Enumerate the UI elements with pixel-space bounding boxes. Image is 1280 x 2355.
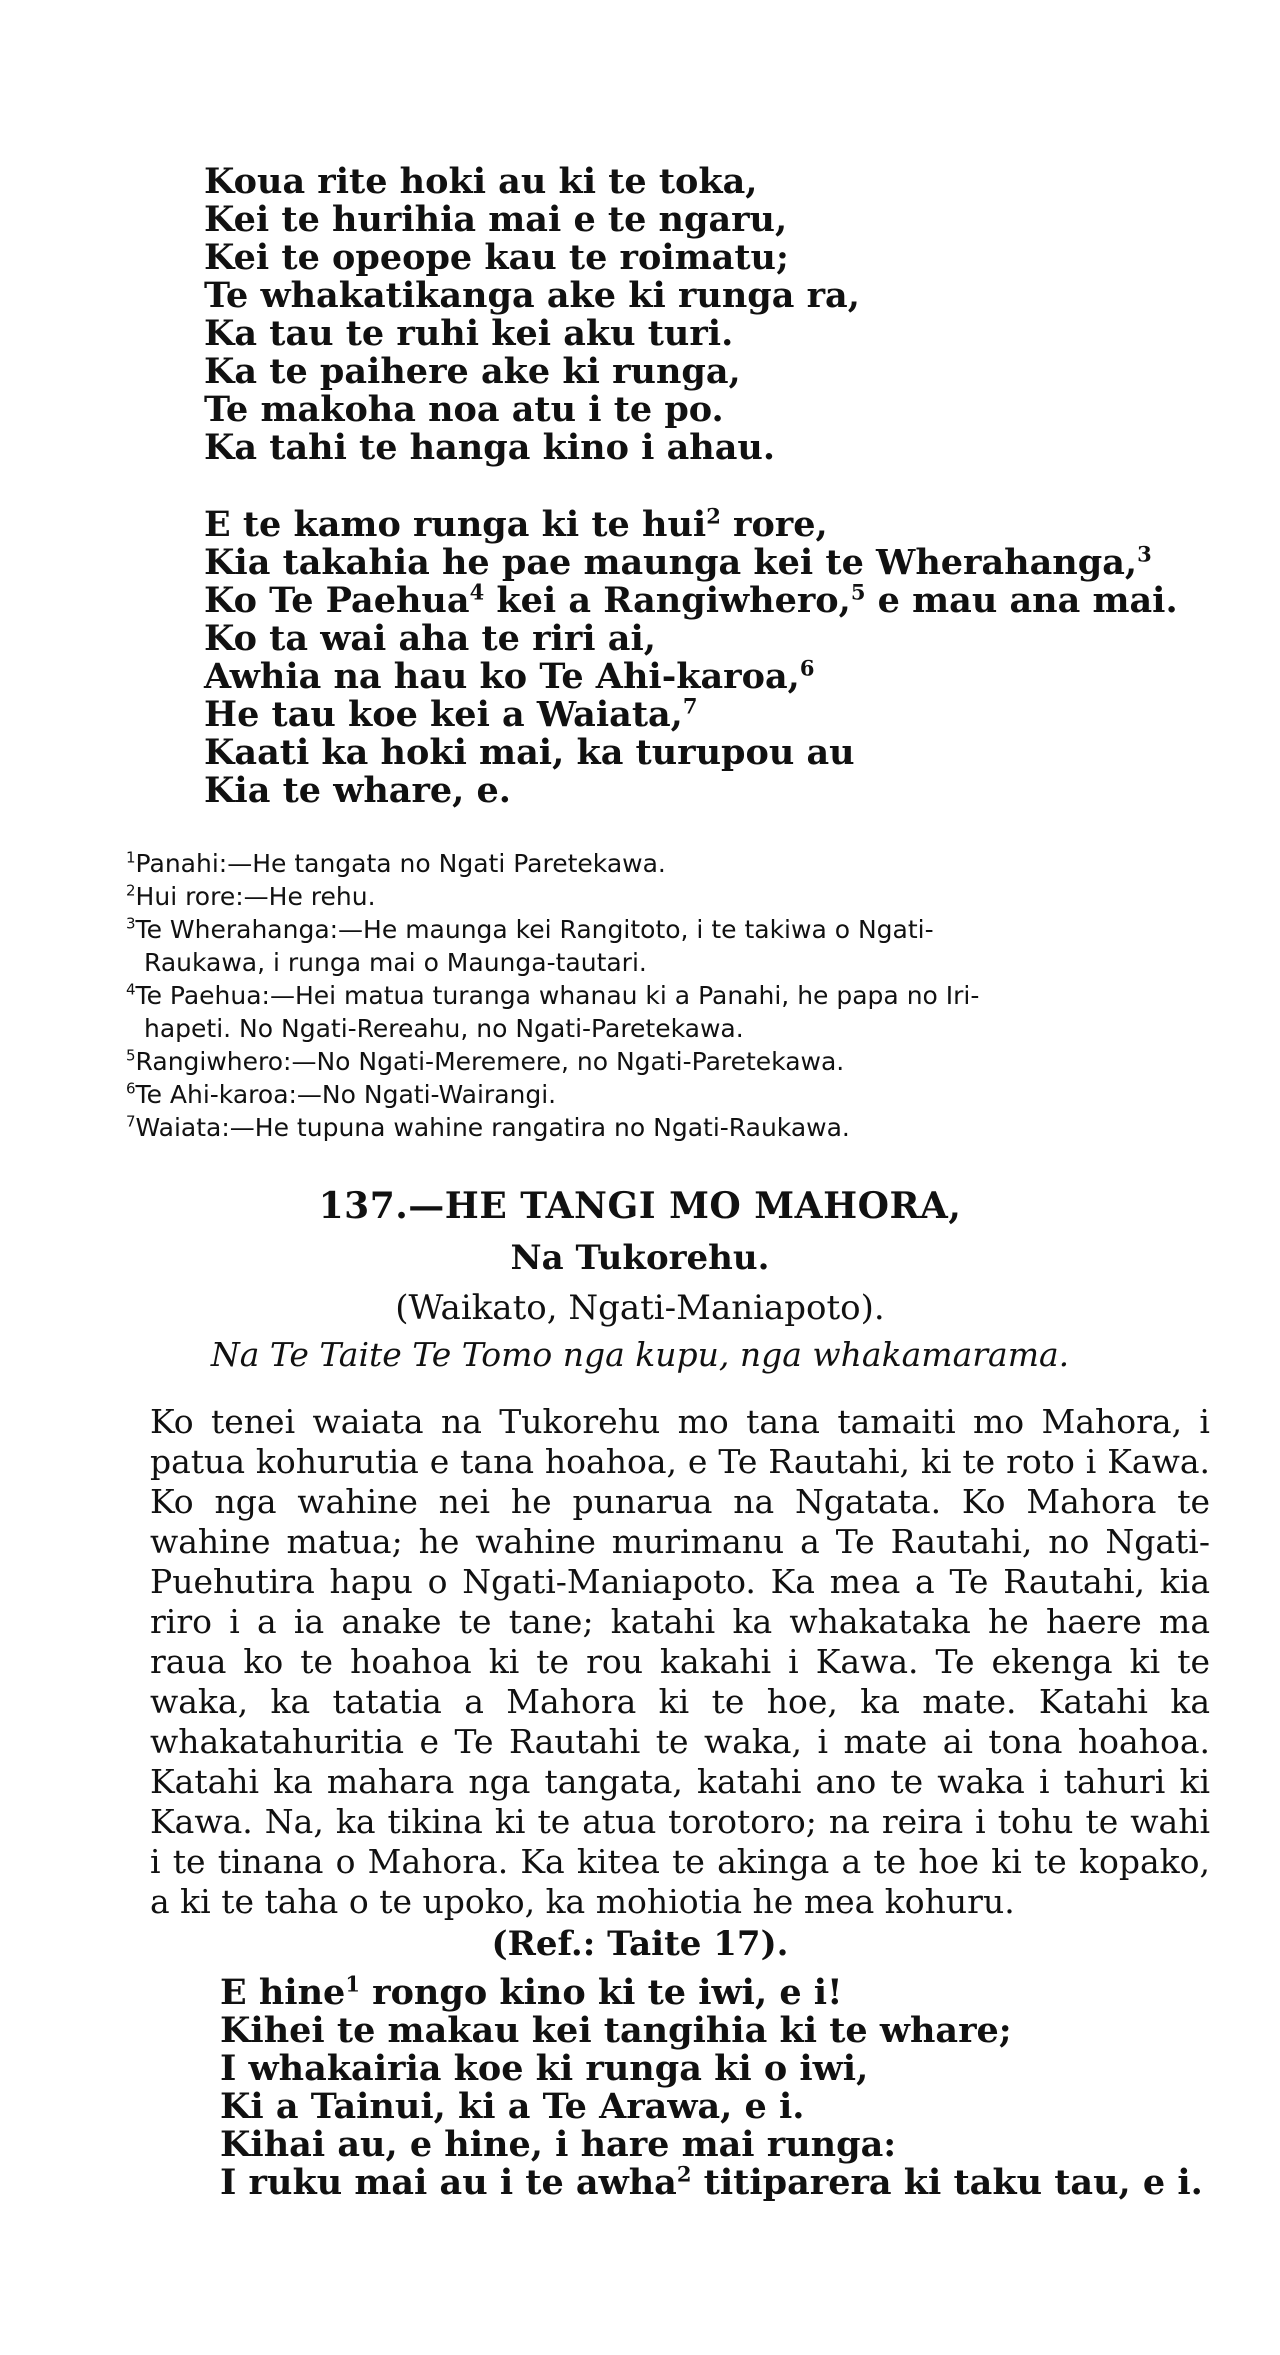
footnote [126,1111,1226,1144]
footnote [126,979,1226,1045]
footnote-ref: 4 [469,579,485,605]
verse-line: Ki a Tainui, ki a Te Arawa, e i. [220,2086,805,2127]
footnote-number: 2 [126,881,136,900]
verse-line: Kihai au, e hine, i hare mai runga: [220,2124,897,2165]
footnote-continuation: hapeti. No Ngati-Rereahu, no Ngati-Paretekawa. [144,1014,744,1043]
verse-line: Ka tau te ruhi kei aku turi. [204,313,734,354]
verse-text: Awhia na hau ko Te Ahi-karoa, [204,656,800,697]
footnote-text: Te Paehua:—Hei matua turanga whanau ki a Panahi, he papa no Iri- [135,981,980,1010]
footnote [126,880,1226,913]
footnote-text: Hui rore:—He rehu. [135,882,376,911]
verse-line [204,693,1178,735]
tribe-line: (Waikato, Ngati-Maniapoto). [395,1288,885,1328]
footnote-number: 4 [126,980,136,999]
verse-stanza-1 [204,163,860,467]
footnote-number: 1 [126,848,136,867]
footnote-continuation: Raukawa, i runga mai o Maunga-tautari. [144,948,647,977]
verse-text: kei a Rangiwhero, [484,580,851,621]
footnote-ref: 3 [1137,541,1152,567]
verse-line: Kei te hurihia mai e te ngaru, [204,199,788,240]
verse-line: Ka tahi te hanga kino i ahau. [204,427,776,468]
verse-text: E hine [220,1972,346,2013]
verse-line: Ka te paihere ake ki runga, [204,351,741,392]
footnote-text: Rangiwhero:—No Ngati-Meremere, no Ngati-Paretekawa. [135,1047,845,1076]
footnote-number: 3 [126,914,136,933]
verse-text: e mau ana mai. [865,580,1178,621]
paragraph-text: Ko tenei waiata na Tukorehu mo tana tamaiti mo Mahora, i patua kohurutia e tana hoahoa, e Te Rautahi, ki te roto i Kawa. Ko nga wahine nei he punarua na Ngatata. Ko Mahora te wahine matua; he wahine murimanu a Te Rautahi, no Ngati-Puehutira hapu o Ngati-Maniapoto. Ka mea a Te Rautahi, kia riro i a ia anake te tane; katahi ka whakataka he haere ma raua ko te hoahoa ki te rou kakahi i Kawa. Te ekenga ki te waka, ka tatatia a Mahora ki te hoe, ka mate. Katahi ka whakatahuritia e Te Rautahi te waka, i mate ai tona hoahoa. Katahi ka mahara nga tangata, katahi ano te waka i tahuri ki Kawa. Na, ka tikina ki te atua torotoro; na reira i tohu te wahi i te tinana o Mahora. Ka kitea te akinga a te hoe ki te kopako, a ki te taha o te upoko, ka mohiotia he mea kohuru. [150,1402,1210,1921]
footnote [126,913,1226,979]
footnote-text: Te Ahi-karoa:—No Ngati-Wairangi. [135,1080,557,1109]
verse-line [220,1971,1203,2013]
verse-text: rongo kino ki te iwi, e i! [359,1972,843,2013]
verse-line: Kia te whare, e. [204,770,511,811]
verse-line: I whakairia koe ki runga ki o iwi, [220,2048,869,2089]
verse-stanza-3 [220,1971,1203,2203]
footnote [126,1045,1226,1078]
footnote-ref: 5 [850,579,866,605]
footnote-ref: 7 [682,693,698,719]
footnote-text: Te Wherahanga:—He maunga kei Rangitoto, i te takiwa o Ngati- [135,915,934,944]
verse-line [204,503,1178,545]
credit-line: Na Te Taite Te Tomo nga kupu, nga whakamarama. [210,1335,1070,1374]
footnote [126,1078,1226,1111]
footnotes [126,847,1226,1144]
verse-line: Kihei te makau kei tangihia ki te whare; [220,2010,1012,2051]
verse-text: He tau koe kei a Waiata, [204,694,683,735]
verse-line: Kaati ka hoki mai, ka turupou au [204,732,855,773]
footnote-number: 7 [126,1112,136,1131]
verse-text: Ko Te Paehua [204,580,470,621]
section-title: 137.—HE TANGI MO MAHORA, [318,1185,962,1227]
verse-line: Koua rite hoki au ki te toka, [204,161,758,202]
verse-line [204,655,1178,697]
verse-line: Kei te opeope kau te roimatu; [204,237,789,278]
author-line: Na Tukorehu. [510,1238,770,1278]
verse-line [220,2161,1203,2203]
reference-line: (Ref.: Taite 17). [491,1924,789,1964]
footnote-number: 6 [126,1079,136,1098]
footnote-ref: 1 [345,1971,360,1997]
introduction-paragraph [150,1402,1210,1922]
footnote [126,847,1226,880]
verse-text: Kia takahia he pae maunga kei te Wherahanga, [204,542,1138,583]
verse-line: Ko ta wai aha te riri ai, [204,618,656,659]
footnote-text: Panahi:—He tangata no Ngati Paretekawa. [135,849,666,878]
verse-text: rore, [720,504,828,545]
footnote-number: 5 [126,1046,136,1065]
footnote-text: Waiata:—He tupuna wahine rangatira no Ngati-Raukawa. [135,1113,850,1142]
verse-text: E te kamo runga ki te hui [204,504,707,545]
verse-line: Te whakatikanga ake ki runga ra, [204,275,860,316]
verse-text: titiparera ki taku tau, e i. [691,2162,1203,2203]
footnote-ref: 2 [706,503,721,529]
footnote-ref: 6 [799,655,815,681]
verse-line: Te makoha noa atu i te po. [204,389,724,430]
verse-line [204,579,1178,621]
verse-line [204,541,1178,583]
verse-text: I ruku mai au i te awha [220,2162,677,2203]
verse-stanza-2 [204,503,1178,811]
footnote-ref: 2 [676,2161,692,2187]
